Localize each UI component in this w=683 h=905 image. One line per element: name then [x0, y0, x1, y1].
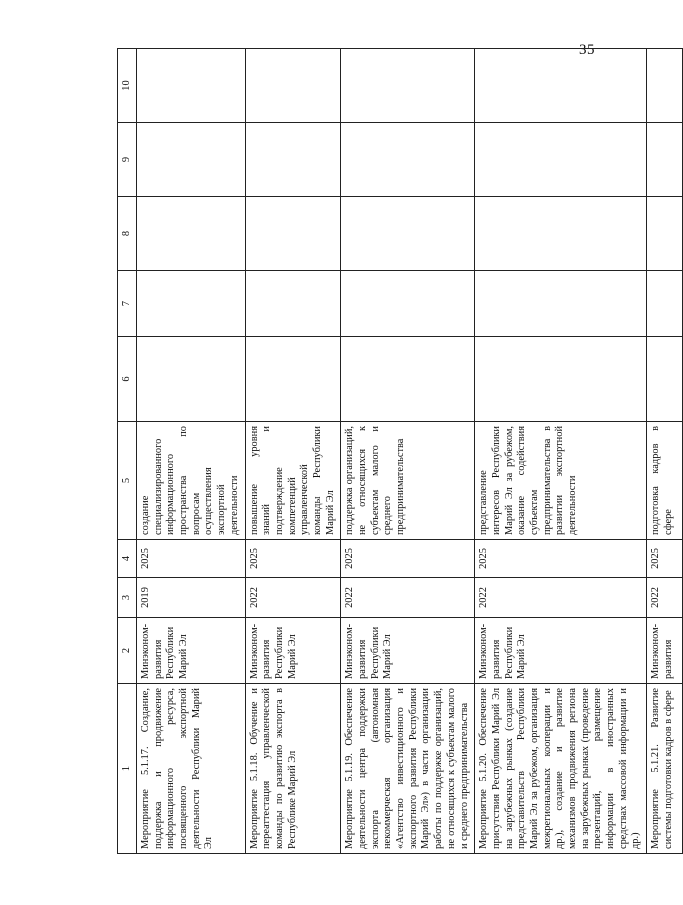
empty-cell: [137, 123, 246, 197]
empty-cell: [341, 271, 475, 337]
end-year-cell: 2025: [245, 540, 341, 578]
column-header: 10: [118, 49, 137, 123]
column-header: 8: [118, 197, 137, 271]
column-header: 6: [118, 337, 137, 422]
empty-cell: [341, 197, 475, 271]
result-cell: поддержка организаций, не относящихся к субъектам малого и среднего предпринимательства: [341, 422, 475, 540]
empty-cell: [245, 197, 341, 271]
result-cell: подготовка кадров в сфере: [647, 422, 683, 540]
empty-cell: [137, 197, 246, 271]
end-year-cell: 2025: [137, 540, 246, 578]
table-row: [647, 49, 683, 854]
measures-table: [117, 48, 683, 854]
column-header: 4: [118, 540, 137, 578]
empty-cell: [245, 337, 341, 422]
column-header: 1: [118, 684, 137, 854]
page-number: 35: [579, 42, 595, 58]
column-header: 5: [118, 422, 137, 540]
empty-cell: [245, 49, 341, 123]
table-row: [475, 49, 647, 854]
executor-cell: Минэконом-развития Республики Марий Эл: [475, 618, 647, 684]
empty-cell: [647, 49, 683, 123]
executor-cell: Минэконом-развития Республики Марий Эл: [341, 618, 475, 684]
start-year-cell: 2022: [475, 578, 647, 618]
table-row: [341, 49, 475, 854]
measure-cell: Мероприятие 5.1.20. Обеспечение присутствия Республики Марий Эл на зарубежных рынках (создание представительств Республики Марий Эл за рубежом, организация межрегиональных кооперации и др.), создание и развитие механизмов продвижения региона на зарубежных рынках (проведение презентаций, размещение информации в иностранных средствах массовой информации и др.): [475, 684, 647, 854]
header-row: [118, 49, 137, 854]
executor-cell: Минэконом-развития: [647, 618, 683, 684]
empty-cell: [475, 337, 647, 422]
measure-cell: Мероприятие 5.1.21. Развитие системы подготовки кадров в сфере: [647, 684, 683, 854]
result-cell: создание специализированного информационного пространства по вопросам осуществления экспортной деятельности: [137, 422, 246, 540]
empty-cell: [647, 197, 683, 271]
empty-cell: [475, 197, 647, 271]
start-year-cell: 2022: [245, 578, 341, 618]
end-year-cell: 2025: [341, 540, 475, 578]
empty-cell: [647, 123, 683, 197]
executor-cell: Минэконом-развития Республики Марий Эл: [245, 618, 341, 684]
empty-cell: [475, 49, 647, 123]
measure-cell: Мероприятие 5.1.17. Создание, поддержка и продвижение информационного ресурса, посвященного экспортной деятельности Республики Марий Эл: [137, 684, 246, 854]
empty-cell: [137, 271, 246, 337]
empty-cell: [245, 271, 341, 337]
empty-cell: [137, 49, 246, 123]
table-row: [137, 49, 246, 854]
column-header: 7: [118, 271, 137, 337]
empty-cell: [647, 271, 683, 337]
empty-cell: [647, 337, 683, 422]
end-year-cell: 2025: [647, 540, 683, 578]
column-header: 3: [118, 578, 137, 618]
empty-cell: [475, 271, 647, 337]
measure-cell: Мероприятие 5.1.18. Обучение и переаттестация управленческой команды по развитию экспорта в Республике Марий Эл: [245, 684, 341, 854]
empty-cell: [341, 123, 475, 197]
column-header: 2: [118, 618, 137, 684]
start-year-cell: 2022: [647, 578, 683, 618]
empty-cell: [475, 123, 647, 197]
end-year-cell: 2025: [475, 540, 647, 578]
empty-cell: [245, 123, 341, 197]
start-year-cell: 2019: [137, 578, 246, 618]
measure-cell: Мероприятие 5.1.19. Обеспечение деятельности центра поддержки экспорта (автономная некоммерческая организация «Агентство инвестиционного и экспортного развития Республики Марий Эл») в части организации работы по поддержке организаций, не относящихся к субъектам малого и среднего предпринимательства: [341, 684, 475, 854]
column-header: 9: [118, 123, 137, 197]
result-cell: представление интересов Республики Марий Эл за рубежом, оказание содействия субъектам предпринимательства в развитии экспортной деятельности: [475, 422, 647, 540]
executor-cell: Минэконом-развития Республики Марий Эл: [137, 618, 246, 684]
empty-cell: [341, 337, 475, 422]
result-cell: повышение уровня знаний и подтверждение компетенций управленческой команды Республики Марий Эл: [245, 422, 341, 540]
empty-cell: [137, 337, 246, 422]
table-row: [245, 49, 341, 854]
start-year-cell: 2022: [341, 578, 475, 618]
empty-cell: [341, 49, 475, 123]
